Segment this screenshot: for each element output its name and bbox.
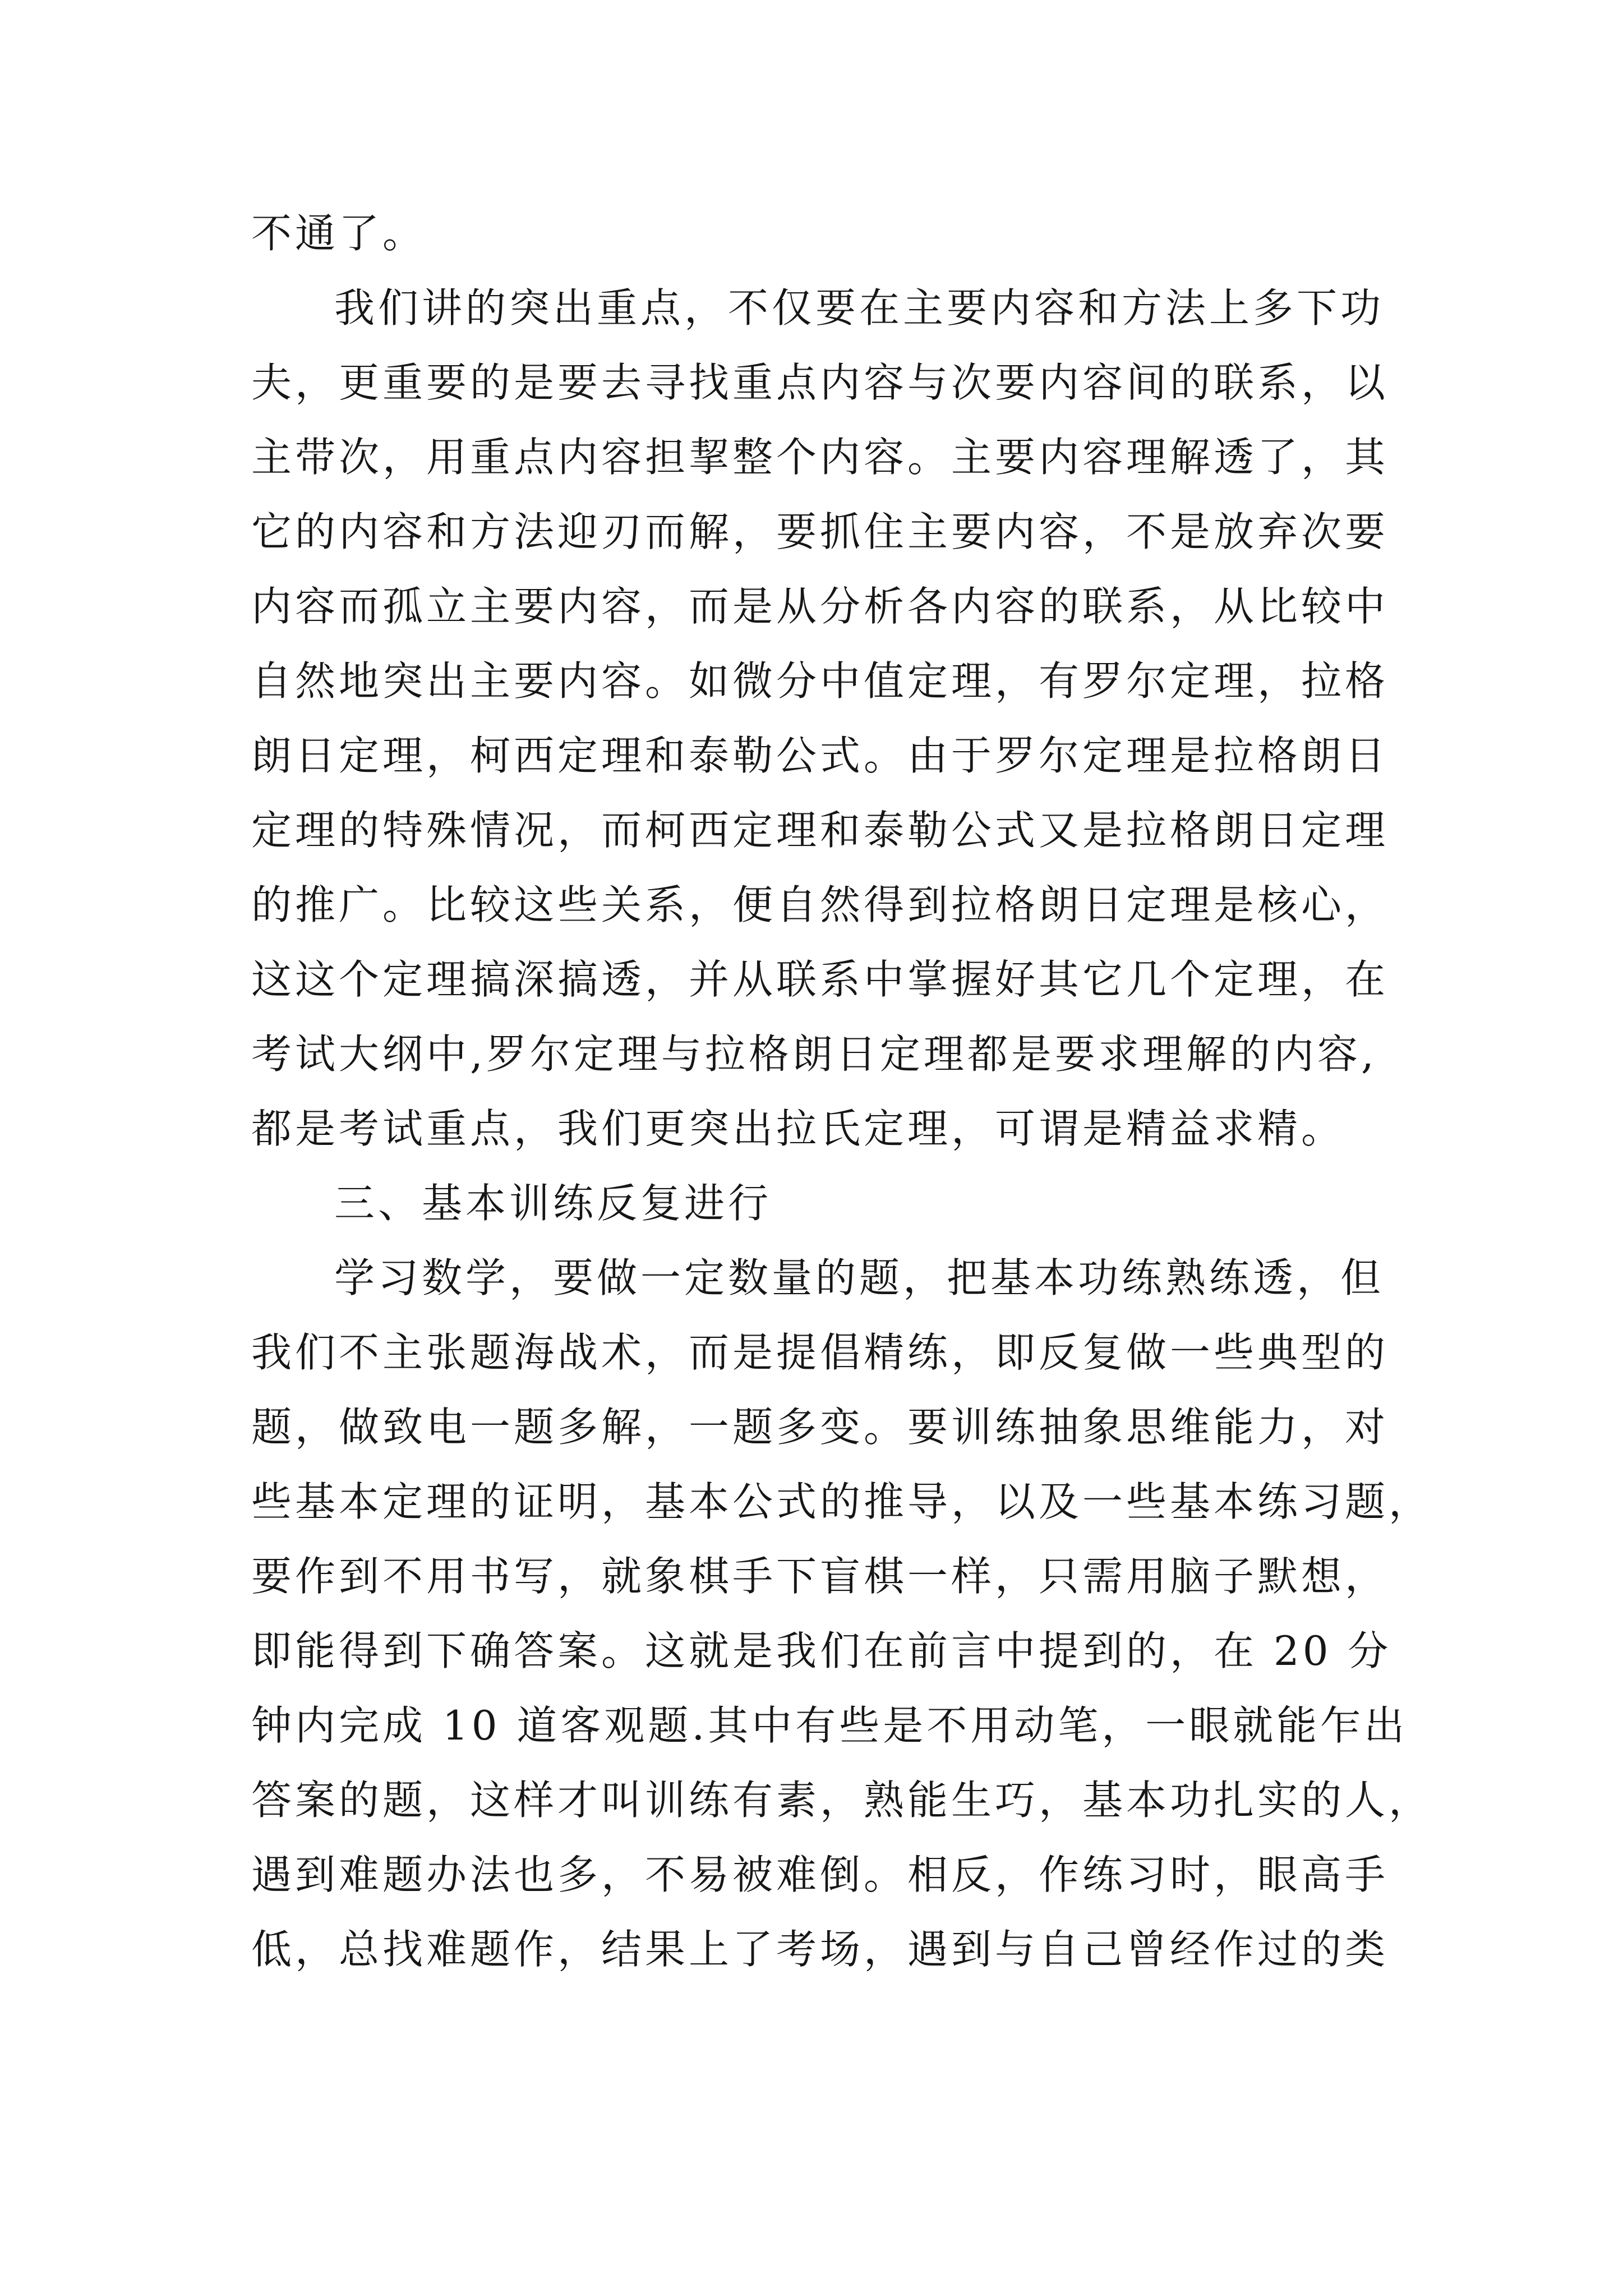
section-heading: 三、基本训练反复进行 xyxy=(334,1180,772,1227)
text-line: 定理的特殊情况，而柯西定理和泰勒公式又是拉格朗日定理 xyxy=(251,807,1389,854)
text-line: 朗日定理，柯西定理和泰勒公式。由于罗尔定理是拉格朗日 xyxy=(251,732,1389,779)
text-line: 主带次，用重点内容担挈整个内容。主要内容理解透了，其 xyxy=(251,434,1389,481)
text-line: 考试大纲中,罗尔定理与拉格朗日定理都是要求理解的内容, xyxy=(251,1030,1377,1078)
text-line: 夫，更重要的是要去寻找重点内容与次要内容间的联系，以 xyxy=(251,359,1389,406)
text-line: 遇到难题办法也多，不易被难倒。相反，作练习时，眼高手 xyxy=(251,1851,1389,1898)
text-line: 自然地突出主要内容。如微分中值定理，有罗尔定理，拉格 xyxy=(251,657,1389,705)
text-line: 内容而孤立主要内容，而是从分析各内容的联系，从比较中 xyxy=(251,583,1389,630)
paragraph-first-line: 学习数学，要做一定数量的题，把基本功练熟练透，但 xyxy=(334,1254,1385,1301)
text-line: 答案的题，这样才叫训练有素，熟能生巧，基本功扎实的人， xyxy=(251,1777,1433,1824)
text-line: 我们不主张题海战术，而是提倡精练，即反复做一些典型的 xyxy=(251,1329,1389,1376)
text-line: 不通了。 xyxy=(251,210,427,257)
text-line: 要作到不用书写，就象棋手下盲棋一样，只需用脑子默想， xyxy=(251,1553,1389,1600)
text-line: 些基本定理的证明，基本公式的推导，以及一些基本练习题， xyxy=(251,1478,1433,1525)
text-line: 它的内容和方法迎刃而解，要抓住主要内容，不是放弃次要 xyxy=(251,508,1389,555)
text-line: 低，总找难题作，结果上了考场，遇到与自己曾经作过的类 xyxy=(251,1926,1389,1973)
document-body xyxy=(251,196,1433,1987)
text-line: 的推广。比较这些关系，便自然得到拉格朗日定理是核心， xyxy=(251,881,1389,928)
text-line: 这这个定理搞深搞透，并从联系中掌握好其它几个定理，在 xyxy=(251,956,1389,1003)
text-line: 都是考试重点，我们更突出拉氏定理，可谓是精益求精。 xyxy=(251,1105,1345,1152)
text-line: 即能得到下确答案。这就是我们在前言中提到的，在 20 分 xyxy=(251,1627,1392,1674)
text-line: 钟内完成 10 道客观题.其中有些是不用动笔，一眼就能乍出 xyxy=(251,1702,1408,1749)
text-line: 题，做致电一题多解，一题多变。要训练抽象思维能力，对 xyxy=(251,1404,1389,1451)
paragraph-first-line: 我们讲的突出重点，不仅要在主要内容和方法上多下功 xyxy=(334,284,1385,332)
